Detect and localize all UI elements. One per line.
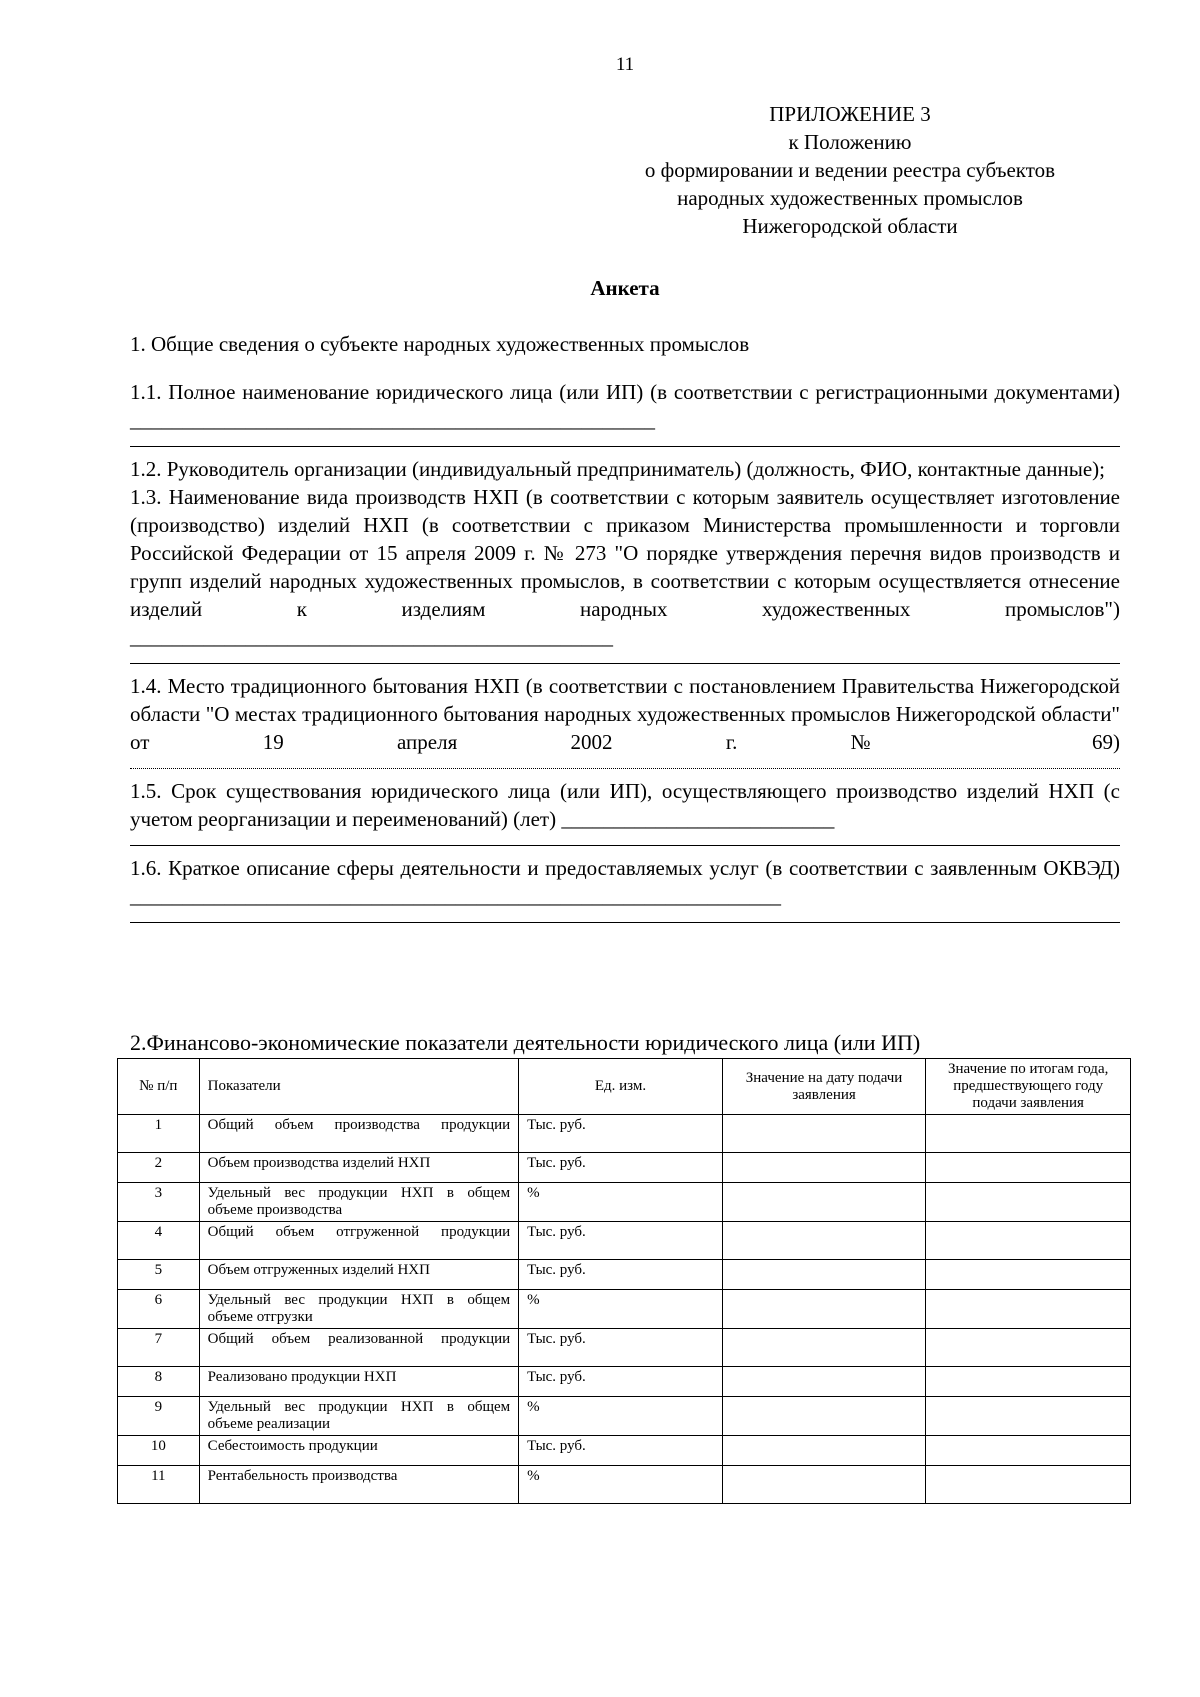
row-num: 8 [118, 1367, 200, 1397]
row-num: 11 [118, 1466, 200, 1504]
row-value-year [926, 1115, 1131, 1153]
row-indicator: Общий объем производства продукции [199, 1115, 519, 1153]
row-unit: % [519, 1290, 723, 1329]
header-unit: Ед. изм. [519, 1059, 723, 1115]
header-value-date: Значение на дату подачи заявления [722, 1059, 926, 1115]
table-row [118, 1153, 1131, 1183]
fill-line [130, 756, 1120, 769]
row-indicator: Удельный вес продукции НХП в общем объеме производства [199, 1183, 519, 1222]
section2-heading: 2.Финансово-экономические показатели деятельности юридического лица (или ИП) [130, 1030, 921, 1055]
item-1-4: 1.4. Место традиционного бытования НХП (в соответствии с постановлением Правительства Нижегородской области "О местах традиционного бытования народных художественных промыслов Нижегородской области" от 19 апреля 2002 г. № 69) [130, 674, 1120, 754]
fill-line [130, 651, 1120, 664]
row-value-date [722, 1290, 926, 1329]
appendix-line: Нижегородской области [742, 214, 958, 238]
row-value-year [926, 1367, 1131, 1397]
row-unit: Тыс. руб. [519, 1153, 723, 1183]
row-num: 7 [118, 1329, 200, 1367]
row-unit: Тыс. руб. [519, 1367, 723, 1397]
appendix-header [590, 100, 1110, 240]
appendix-line: народных художественных промыслов [677, 186, 1023, 210]
row-value-year [926, 1260, 1131, 1290]
row-num: 9 [118, 1397, 200, 1436]
row-unit: Тыс. руб. [519, 1260, 723, 1290]
row-unit: % [519, 1466, 723, 1504]
item-1-1: 1.1. Полное наименование юридического лица (или ИП) (в соответствии с регистрационными документами) __________________________________________________ [130, 380, 1120, 432]
row-value-date [722, 1153, 926, 1183]
table-row [118, 1183, 1131, 1222]
row-value-date [722, 1367, 926, 1397]
table-header-row [118, 1059, 1131, 1115]
row-unit: % [519, 1183, 723, 1222]
table-row [118, 1329, 1131, 1367]
row-indicator: Рентабельность производства [199, 1466, 519, 1504]
row-value-date [722, 1329, 926, 1367]
item-1-3: 1.3. Наименование вида производств НХП (в соответствии с которым заявитель осуществляет изготовление (производство) изделий НХП (в соответствии с приказом Министерства промышленности и торговли Российской Федерации от 15 апреля 2009 г. № 273 "О порядке утверждения перечня видов производств и групп изделий народных художественных промыслов, в соответствии с которым осуществляется отнесение изделий к изделиям народных художественных промыслов") ______________________________________________ [130, 485, 1120, 649]
row-indicator: Реализовано продукции НХП [199, 1367, 519, 1397]
row-value-date [722, 1466, 926, 1504]
row-num: 10 [118, 1436, 200, 1466]
row-indicator: Общий объем реализованной продукции [199, 1329, 519, 1367]
header-value-year: Значение по итогам года, предшествующего году подачи заявления [926, 1059, 1131, 1115]
row-unit: Тыс. руб. [519, 1436, 723, 1466]
row-value-year [926, 1466, 1131, 1504]
table-row [118, 1260, 1131, 1290]
row-value-date [722, 1222, 926, 1260]
row-num: 4 [118, 1222, 200, 1260]
row-value-date [722, 1183, 926, 1222]
row-num: 3 [118, 1183, 200, 1222]
row-value-year [926, 1290, 1131, 1329]
financial-indicators-table [117, 1058, 1131, 1504]
appendix-line: о формировании и ведении реестра субъектов [644, 158, 1056, 182]
item-1-5: 1.5. Срок существования юридического лица (или ИП), осуществляющего производство изделий НХП (с учетом реорганизации и переименований) (лет) __________________________ [130, 779, 1120, 831]
table-row [118, 1290, 1131, 1329]
row-indicator: Удельный вес продукции НХП в общем объеме отгрузки [199, 1290, 519, 1329]
row-value-year [926, 1222, 1131, 1260]
row-num: 5 [118, 1260, 200, 1290]
row-indicator: Себестоимость продукции [199, 1436, 519, 1466]
row-value-year [926, 1436, 1131, 1466]
row-num: 1 [118, 1115, 200, 1153]
row-value-date [722, 1260, 926, 1290]
row-value-year [926, 1329, 1131, 1367]
row-num: 2 [118, 1153, 200, 1183]
row-value-year [926, 1153, 1131, 1183]
document-title: Анкета [590, 276, 660, 300]
row-indicator: Удельный вес продукции НХП в общем объеме реализации [199, 1397, 519, 1436]
item-1-6: 1.6. Краткое описание сферы деятельности и предоставляемых услуг (в соответствии с заявленным ОКВЭД) ______________________________________________________________ [130, 856, 1120, 908]
page-number: 11 [615, 54, 635, 75]
row-unit: Тыс. руб. [519, 1115, 723, 1153]
header-num: № п/п [118, 1059, 200, 1115]
row-unit: Тыс. руб. [519, 1329, 723, 1367]
appendix-line: ПРИЛОЖЕНИЕ 3 [769, 102, 931, 126]
fill-line [130, 434, 1120, 447]
row-value-year [926, 1183, 1131, 1222]
row-num: 6 [118, 1290, 200, 1329]
header-indicator: Показатели [199, 1059, 519, 1115]
table-row [118, 1397, 1131, 1436]
row-indicator: Общий объем отгруженной продукции [199, 1222, 519, 1260]
table-row [118, 1436, 1131, 1466]
row-indicator: Объем производства изделий НХП [199, 1153, 519, 1183]
row-unit: % [519, 1397, 723, 1436]
section1-heading: 1. Общие сведения о субъекте народных художественных промыслов [130, 332, 750, 356]
fill-line [130, 833, 1120, 846]
item-1-2: 1.2. Руководитель организации (индивидуальный предприниматель) (должность, ФИО, контактные данные); [130, 457, 1105, 481]
row-value-date [722, 1397, 926, 1436]
row-indicator: Объем отгруженных изделий НХП [199, 1260, 519, 1290]
fill-line [130, 910, 1120, 923]
row-value-date [722, 1115, 926, 1153]
table-row [118, 1222, 1131, 1260]
row-value-year [926, 1397, 1131, 1436]
appendix-line: к Положению [788, 130, 912, 154]
row-unit: Тыс. руб. [519, 1222, 723, 1260]
table-row [118, 1466, 1131, 1504]
row-value-date [722, 1436, 926, 1466]
table-row [118, 1367, 1131, 1397]
table-row [118, 1115, 1131, 1153]
section-general-info [130, 330, 1120, 931]
